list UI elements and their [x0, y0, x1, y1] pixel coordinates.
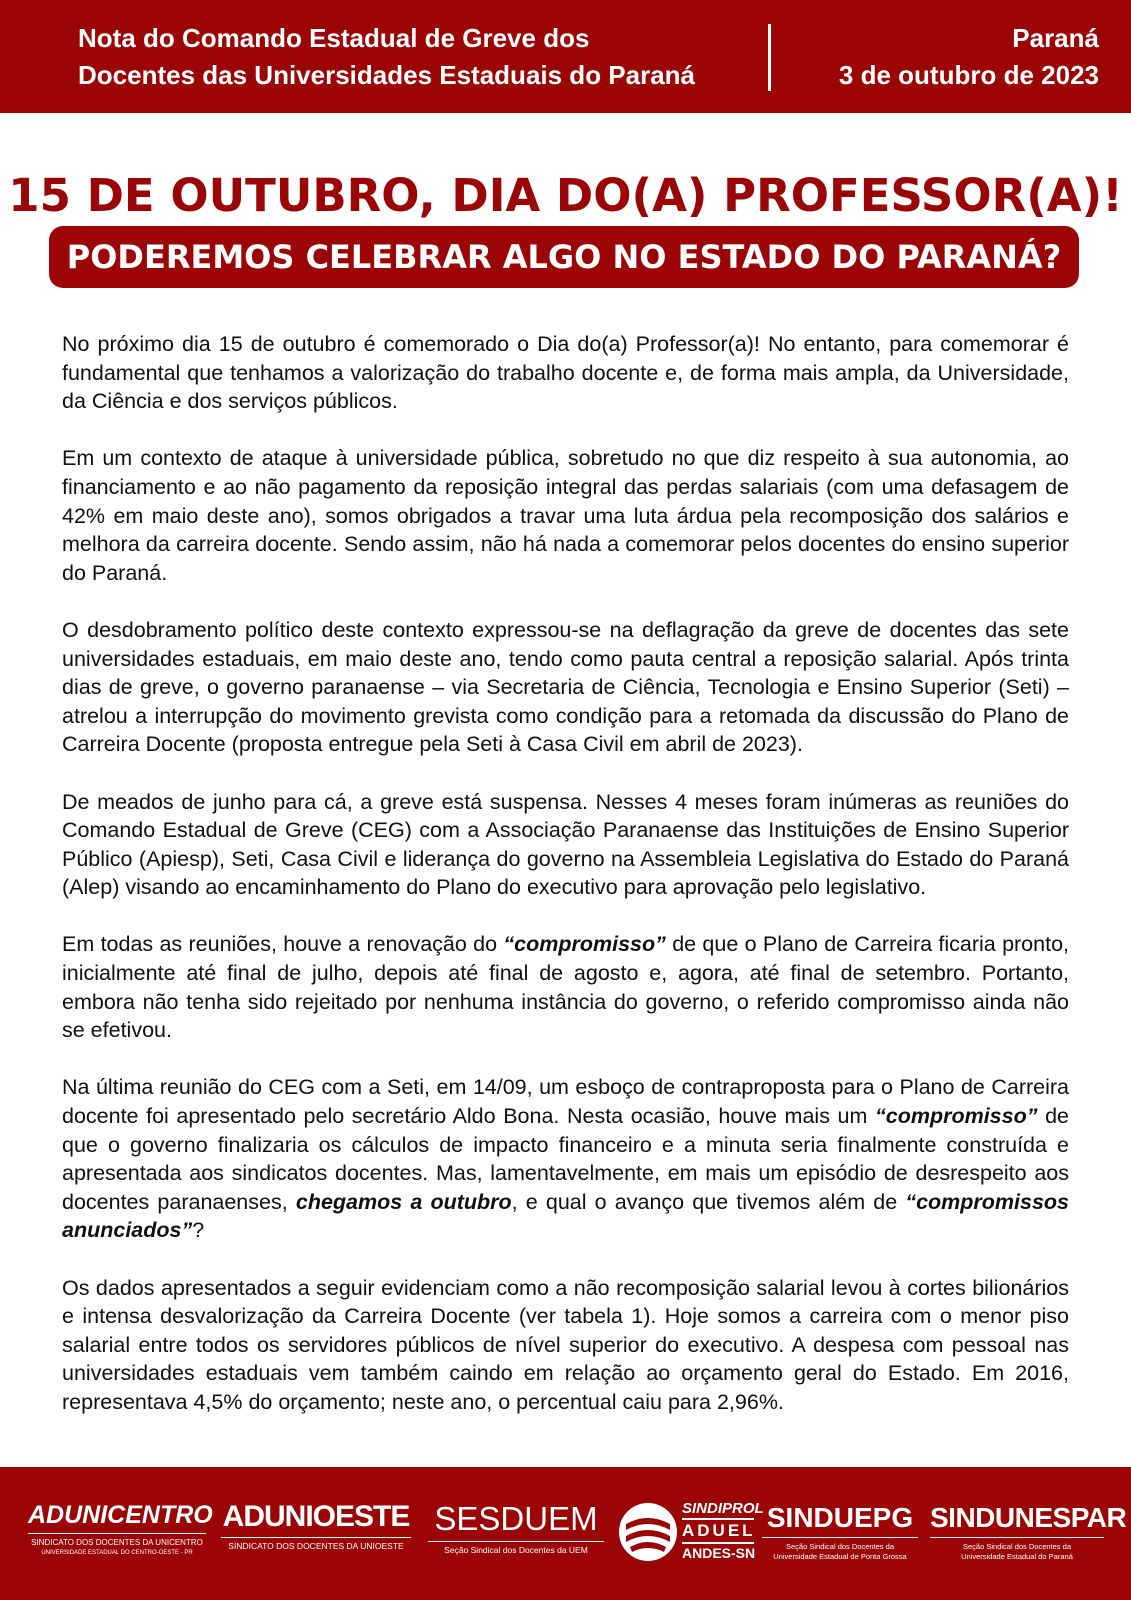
p6-text-c: de que o governo finalizaria os cálculos de impacto financeiro e a minuta seria finalmente construída e apresentada aos sindicatos docentes. Mas, lamentavelmente, em mais um episódio de desrespeito aos docentes paranaenses,: [62, 1104, 1069, 1214]
logo-sinduepg-sub1: Seção Sindical dos Docentes da: [762, 1537, 918, 1552]
p6-text-e: , e qual o avanço que tivemos além de: [511, 1189, 906, 1214]
logo-aduel-name: ADUEL: [682, 1518, 754, 1542]
paragraph-3: O desdobramento político deste contexto expressou-se na deflagração da greve de docentes das sete universidades estaduais, em maio deste ano, tendo como pauta central a reposição salarial. Após trinta dias de greve, o governo paranaense – via Secretaria de Ciência, Tecnologia e Ensino Superior (Seti) – atrelou a interrupção do movimento grevista como condição para a retomada da discussão do Plano de Carreira Docente (proposta entregue pela Seti à Casa Civil em abril de 2023).: [62, 617, 1069, 757]
headline: 15 DE OUTUBRO, DIA DO(A) PROFESSOR(A)!: [8, 169, 1123, 222]
logo-adunioeste: [221, 1500, 411, 1552]
logo-sinduepg-sub2: Universidade Estadual de Ponta Grossa: [773, 1552, 907, 1561]
article-body: [62, 330, 1069, 1445]
note-title: [78, 20, 695, 94]
logo-sindiprol-name: SINDIPROL: [682, 1500, 764, 1517]
p5-text-c: de que o Plano de Carreira ficaria pronto, inicialmente até final de julho, depois até final de agosto e, agora, até final de setembro. Portanto, embora não tenha sido rejeitado por nenhuma instância do governo, o referido compromisso ainda não se efetivou.: [62, 932, 1069, 1043]
note-title-line1: Nota do Comando Estadual de Greve dos: [78, 23, 590, 53]
sindiprol-emblem-icon: [618, 1502, 678, 1562]
p5-emphasis: “compromisso”: [503, 932, 666, 957]
paragraph-6: [62, 1073, 1069, 1245]
note-title-line2: Docentes das Universidades Estaduais do Paraná: [78, 60, 696, 90]
subheadline: PODEREMOS CELEBRAR ALGO NO ESTADO DO PARANÁ?: [66, 238, 1062, 276]
logo-adunicentro-name: ADUNICENTRO: [28, 1501, 213, 1529]
p6-text-a: Na última reunião do CEG com a Seti, em 14/09, um esboço de contraproposta para o Plano de Carreira docente foi apresentado pelo secretário Aldo Bona. Nesta ocasião, houve mais um: [62, 1075, 1069, 1129]
logo-sesduem: [428, 1500, 604, 1556]
paragraph-1: No próximo dia 15 de outubro é comemorado o Dia do(a) Professor(a)! No entanto, para comemorar é fundamental que tenhamos a valorização do trabalho docente e, de forma mais ampla, da Universidade, da Ciência e dos serviços públicos.: [62, 332, 1069, 414]
paragraph-5: [62, 930, 1069, 1044]
p6-emphasis-1: “compromisso”: [875, 1104, 1038, 1129]
p6-emphasis-3: “compromissos anunciados”: [62, 1189, 1069, 1243]
logo-sindunespar-name: SINDUNESPAR: [930, 1502, 1127, 1533]
logo-sesduem-sub1: Seção Sindical dos Docentes da UEM: [428, 1541, 604, 1556]
logo-adunioeste-name: ADUNIOESTE: [222, 1500, 410, 1533]
paragraph-4: De meados de junho para cá, a greve está suspensa. Nesses 4 meses foram inúmeras as reuniões do Comando Estadual de Greve (CEG) com a Associação Paranaense das Instituições de Ensino Superior Público (Apiesp), Seti, Casa Civil e liderança do governo na Assembleia Legislativa do Estado do Paraná (Alep) visando ao encaminhamento do Plano do executivo para aprovação pelo legislativo.: [62, 789, 1069, 900]
footer-bar: [0, 1467, 1131, 1600]
sindiprol-text-block: [682, 1500, 764, 1562]
logo-sinduepg-name: SINDUEPG: [766, 1502, 914, 1533]
logo-adunicentro-sub2: UNIVERSIDADE ESTADUAL DO CENTRO-OESTE - PR: [41, 1550, 193, 1556]
logo-sindunespar: [930, 1502, 1127, 1562]
p6-emphasis-2: chegamos a outubro: [295, 1189, 512, 1214]
paragraph-2: Em um contexto de ataque à universidade pública, sobretudo no que diz respeito à sua autonomia, ao financiamento e ao não pagamento da reposição integral das perdas salariais (com uma defasagem de 42% em maio deste ano), somos obrigados a travar uma luta árdua pela recomposição dos salários e melhora da carreira docente. Sendo assim, não há nada a comemorar pelos docentes do ensino superior do Paraná.: [62, 446, 1069, 585]
logo-adunicentro: [28, 1500, 213, 1558]
logo-andes-name: ANDES-SN: [682, 1542, 754, 1562]
p5-text-a: Em todas as reuniões, houve a renovação do: [62, 932, 504, 957]
logo-sindunespar-sub1: Seção Sindical dos Docentes da: [930, 1537, 1104, 1552]
p6-text-g: ?: [192, 1218, 205, 1243]
logo-sindiprol-aduel: [618, 1497, 764, 1567]
header-bar: [0, 0, 1131, 113]
note-place-date: [839, 20, 1099, 94]
logo-sesduem-name: SESDUEM: [434, 1500, 598, 1537]
logo-sindunespar-sub2: Universidade Estadual do Paraná: [961, 1552, 1073, 1561]
location: Paraná: [1012, 23, 1099, 53]
date: 3 de outubro de 2023: [838, 60, 1099, 90]
subheadline-banner: [49, 226, 1079, 288]
header-divider: [768, 24, 771, 91]
logo-adunioeste-sub1: SINDICATO DOS DOCENTES DA UNIOESTE: [221, 1537, 411, 1552]
paragraph-7: Os dados apresentados a seguir evidenciam como a não recomposição salarial levou à cortes bilionários e intensa desvalorização da Carreira Docente (ver tabela 1). Hoje somos a carreira com o menor piso salarial entre todos os servidores públicos de nível superior do executivo. A despesa com pessoal nas universidades estaduais vem também caindo em relação ao orçamento geral do Estado. Em 2016, representava 4,5% do orçamento; neste ano, o percentual caiu para 2,96%.: [62, 1275, 1069, 1414]
logo-sinduepg: [762, 1502, 918, 1562]
logo-adunicentro-sub1: SINDICATO DOS DOCENTES DA UNICENTRO: [28, 1533, 206, 1548]
